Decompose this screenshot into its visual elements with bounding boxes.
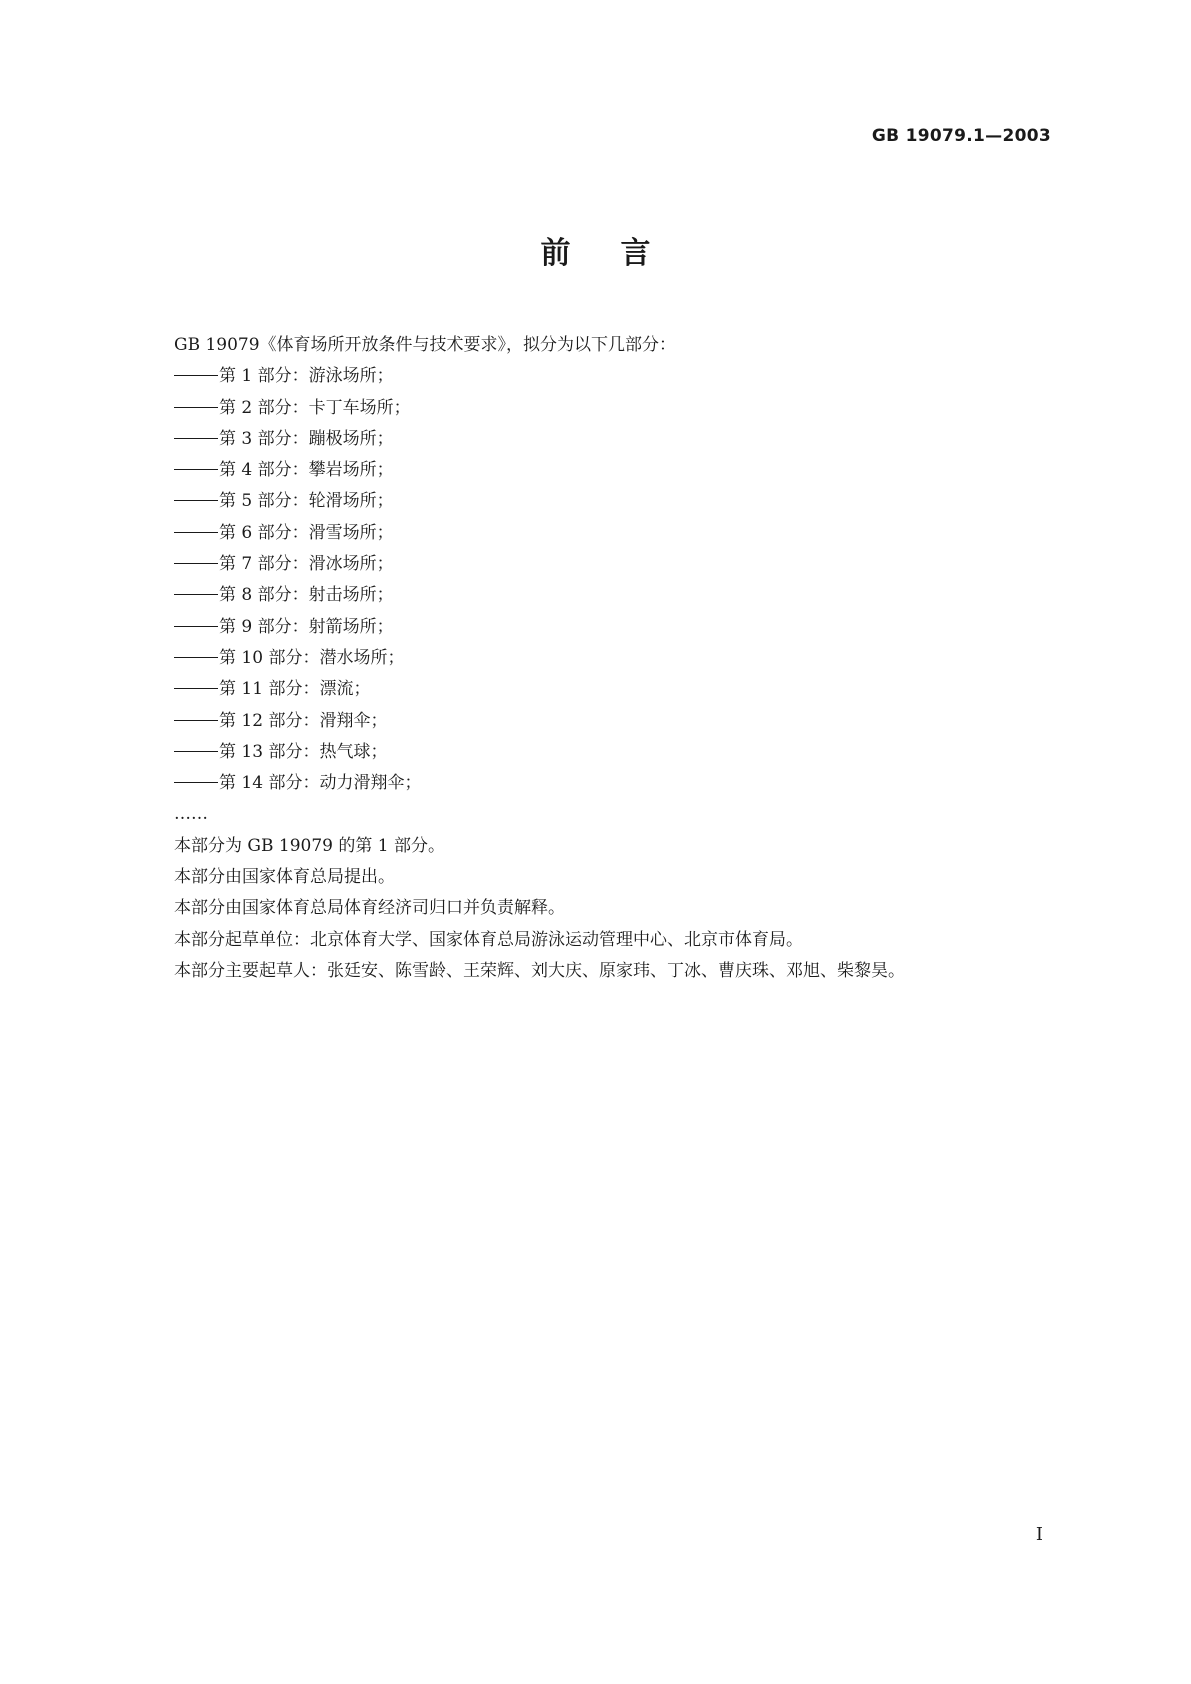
em-dash <box>174 720 218 721</box>
part-item-6: 第 6 部分：滑雪场所； <box>174 518 1054 549</box>
part-item-1: 第 1 部分：游泳场所； <box>174 361 1054 392</box>
em-dash <box>174 375 218 376</box>
em-dash <box>174 626 218 627</box>
part-item-10: 第 10 部分：潜水场所； <box>174 643 1054 674</box>
part-item-4: 第 4 部分：攀岩场所； <box>174 455 1054 486</box>
em-dash <box>174 438 218 439</box>
page-number: I <box>1035 1524 1043 1545</box>
em-dash <box>174 532 218 533</box>
em-dash <box>174 500 218 501</box>
em-dash <box>174 751 218 752</box>
standard-number: GB 19079.1—2003 <box>871 126 1051 146</box>
part-item-5: 第 5 部分：轮滑场所； <box>174 486 1054 517</box>
part-item-9: 第 9 部分：射箭场所； <box>174 612 1054 643</box>
em-dash <box>174 594 218 595</box>
foreword-body <box>174 330 1054 987</box>
em-dash <box>174 657 218 658</box>
part-item-7: 第 7 部分：滑冰场所； <box>174 549 1054 580</box>
part-item-2: 第 2 部分：卡丁车场所； <box>174 393 1054 424</box>
em-dash <box>174 688 218 689</box>
statement-administered-by: 本部分由国家体育总局体育经济司归口并负责解释。 <box>174 898 565 919</box>
part-item-14: 第 14 部分：动力滑翔伞； <box>174 768 1054 799</box>
page-title: 前言 <box>540 236 701 271</box>
em-dash <box>174 782 218 783</box>
intro-paragraph: GB 19079《体育场所开放条件与技术要求》，拟分为以下几部分： <box>174 335 677 355</box>
part-item-12: 第 12 部分：滑翔伞； <box>174 706 1054 737</box>
statement-part-of: 本部分为 GB 19079 的第 1 部分。 <box>174 835 445 856</box>
em-dash <box>174 563 218 564</box>
ellipsis: …… <box>174 804 208 825</box>
part-item-13: 第 13 部分：热气球； <box>174 737 1054 768</box>
part-item-3: 第 3 部分：蹦极场所； <box>174 424 1054 455</box>
statement-proposed-by: 本部分由国家体育总局提出。 <box>174 867 395 888</box>
statement-drafters: 本部分主要起草人：张廷安、陈雪龄、王荣辉、刘大庆、原家玮、丁冰、曹庆珠、邓旭、柴黎昊。 <box>174 960 905 981</box>
part-item-11: 第 11 部分：漂流； <box>174 674 1054 705</box>
part-item-8: 第 8 部分：射击场所； <box>174 580 1054 611</box>
em-dash <box>174 469 218 470</box>
em-dash <box>174 407 218 408</box>
statement-drafting-units: 本部分起草单位：北京体育大学、国家体育总局游泳运动管理中心、北京市体育局。 <box>174 929 803 950</box>
